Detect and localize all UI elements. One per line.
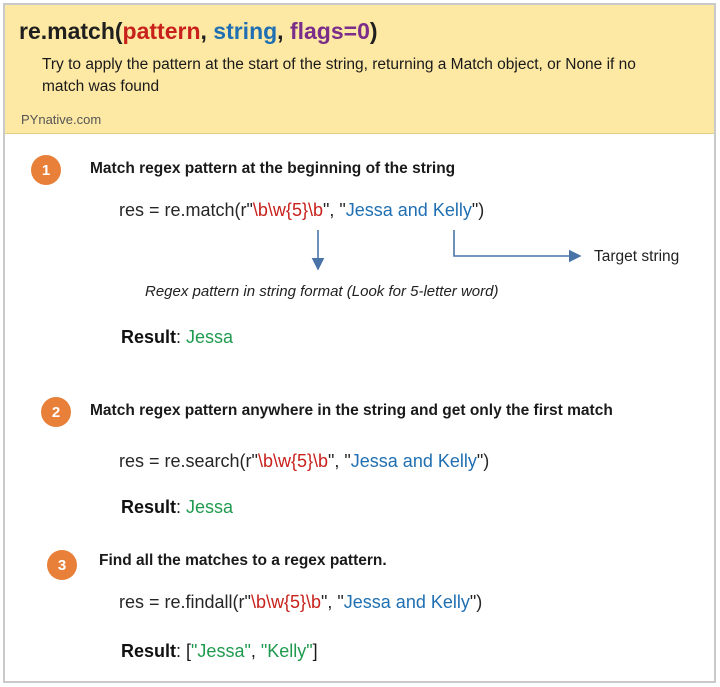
- step-3-code-pattern: \b\w{5}\b: [250, 592, 321, 612]
- step-1-heading: Match regex pattern at the beginning of the string: [90, 160, 456, 177]
- step-2-code-mid: ", ": [328, 451, 351, 471]
- signature-pattern-param: pattern: [122, 18, 201, 44]
- card-frame: [3, 3, 716, 683]
- signature-sep-2: ,: [277, 18, 290, 44]
- step-2-code-string: Jessa and Kelly: [350, 451, 477, 471]
- step-3-result-sep: :: [176, 641, 187, 661]
- step-1-result-label: Result: [121, 327, 177, 347]
- step-2-code-suffix: "): [476, 451, 490, 471]
- signature-string-param: string: [213, 18, 278, 44]
- step-1-code-string: Jessa and Kelly: [345, 200, 472, 220]
- step-3-result: [121, 641, 318, 662]
- step-1-code-mid: ", ": [322, 200, 346, 220]
- step-3-code: [119, 592, 482, 613]
- step-2-result-sep: :: [176, 497, 187, 517]
- target-string-note: Target string: [594, 248, 680, 265]
- step-3-code-string: Jessa and Kelly: [343, 592, 470, 612]
- step-2-code-pattern: \b\w{5}\b: [257, 451, 328, 471]
- step-2-result-label: Result: [121, 497, 177, 517]
- step-2-heading: Match regex pattern anywhere in the string and get only the first match: [90, 402, 613, 419]
- signature-func: re.match(: [19, 18, 123, 44]
- step-2-result: [121, 497, 233, 518]
- step-3-result-label: Result: [121, 641, 177, 661]
- signature-flags-param: flags=0: [289, 18, 370, 44]
- signature-sep-1: ,: [200, 18, 214, 44]
- step-1-result-value: Jessa: [186, 327, 234, 347]
- function-description: Try to apply the pattern at the start of the string, returning a Match object, or None if no match was found: [42, 56, 636, 95]
- step-1-code-prefix: res = re.match(r": [119, 200, 253, 220]
- step-2-code: [119, 451, 489, 472]
- step-3-result-value-1: "Jessa": [191, 641, 251, 661]
- step-1-code-pattern: \b\w{5}\b: [252, 200, 323, 220]
- step-3-result-open: [: [186, 641, 192, 661]
- step-3-code-mid: ", ": [321, 592, 344, 612]
- step-1-result: [121, 327, 233, 348]
- step-3-code-prefix: res = re.findall(r": [119, 592, 251, 612]
- target-arrow: [454, 230, 580, 256]
- step-1-badge: 1: [31, 155, 61, 185]
- step-3-heading: Find all the matches to a regex pattern.: [99, 552, 387, 569]
- step-3-result-close: ]: [312, 641, 318, 661]
- step-3-result-comma: ,: [250, 641, 261, 661]
- signature-close: ): [369, 18, 378, 44]
- step-3-badge: 3: [47, 550, 77, 580]
- brand-label: PYnative.com: [21, 112, 102, 127]
- step-2-result-value: Jessa: [186, 497, 234, 517]
- step-2-code-prefix: res = re.search(r": [119, 451, 258, 471]
- step-1-result-sep: :: [176, 327, 187, 347]
- step-3-code-suffix: "): [469, 592, 483, 612]
- step-3-result-value-2: "Kelly": [260, 641, 313, 661]
- step-1-code-suffix: "): [471, 200, 485, 220]
- annotation-arrows: [5, 5, 714, 681]
- step-2-badge: 2: [41, 397, 71, 427]
- pattern-note: Regex pattern in string format (Look for 5-letter word): [145, 283, 499, 300]
